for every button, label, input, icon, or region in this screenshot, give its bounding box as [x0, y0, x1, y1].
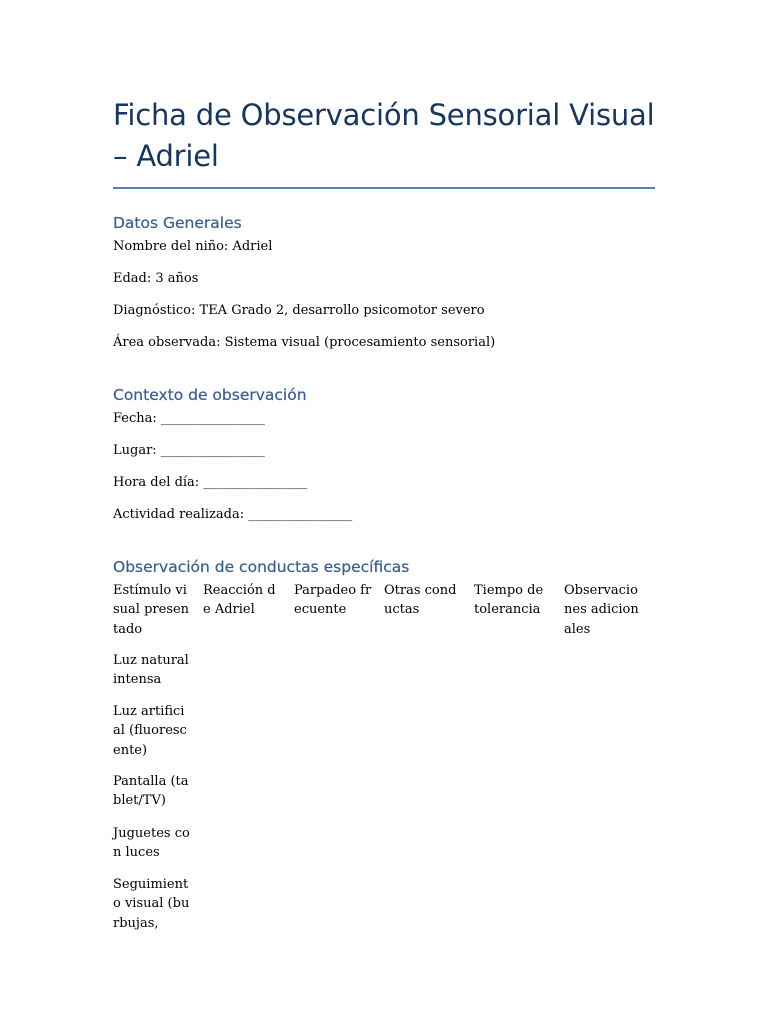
contexto-actividad: Actividad realizada: ________________ [113, 507, 353, 522]
heading-conductas: Observación de conductas específicas [113, 558, 410, 576]
heading-datos-generales: Datos Generales [113, 214, 242, 232]
table-cell-estimulo: Juguetes con luces [113, 826, 190, 861]
table-header-cell: Parpadeo frecuente [294, 583, 372, 618]
document-title: Ficha de Observación Sensorial Visual – Adriel [113, 98, 655, 173]
title-underline [113, 187, 655, 189]
table-header-cell: Tiempo de tolerancia [474, 583, 544, 618]
table-cell-estimulo: Seguimiento visual (burbujas, [113, 877, 190, 931]
table-header-cell: Estímulo visual presentado [113, 583, 190, 637]
datos-diagnostico: Diagnóstico: TEA Grado 2, desarrollo psicomotor severo [113, 303, 485, 318]
table-cell-estimulo: Luz artificial (fluorescente) [113, 704, 187, 758]
datos-nombre: Nombre del niño: Adriel [113, 239, 273, 254]
contexto-hora: Hora del día: ________________ [113, 475, 308, 490]
table-header-cell: Reacción de Adriel [203, 583, 276, 618]
contexto-lugar: Lugar: ________________ [113, 443, 265, 458]
document-page [113, 0, 655, 931]
contexto-fecha: Fecha: ________________ [113, 411, 265, 426]
table-cell-estimulo: Luz natural intensa [113, 653, 189, 688]
table-cell-estimulo: Pantalla (tablet/TV) [113, 774, 189, 809]
table-header-cell: Observaciones adicionales [564, 583, 639, 637]
table-header-cell: Otras conductas [384, 583, 457, 618]
heading-contexto: Contexto de observación [113, 386, 307, 404]
datos-edad: Edad: 3 años [113, 271, 199, 286]
datos-area: Área observada: Sistema visual (procesamiento sensorial) [113, 335, 496, 350]
